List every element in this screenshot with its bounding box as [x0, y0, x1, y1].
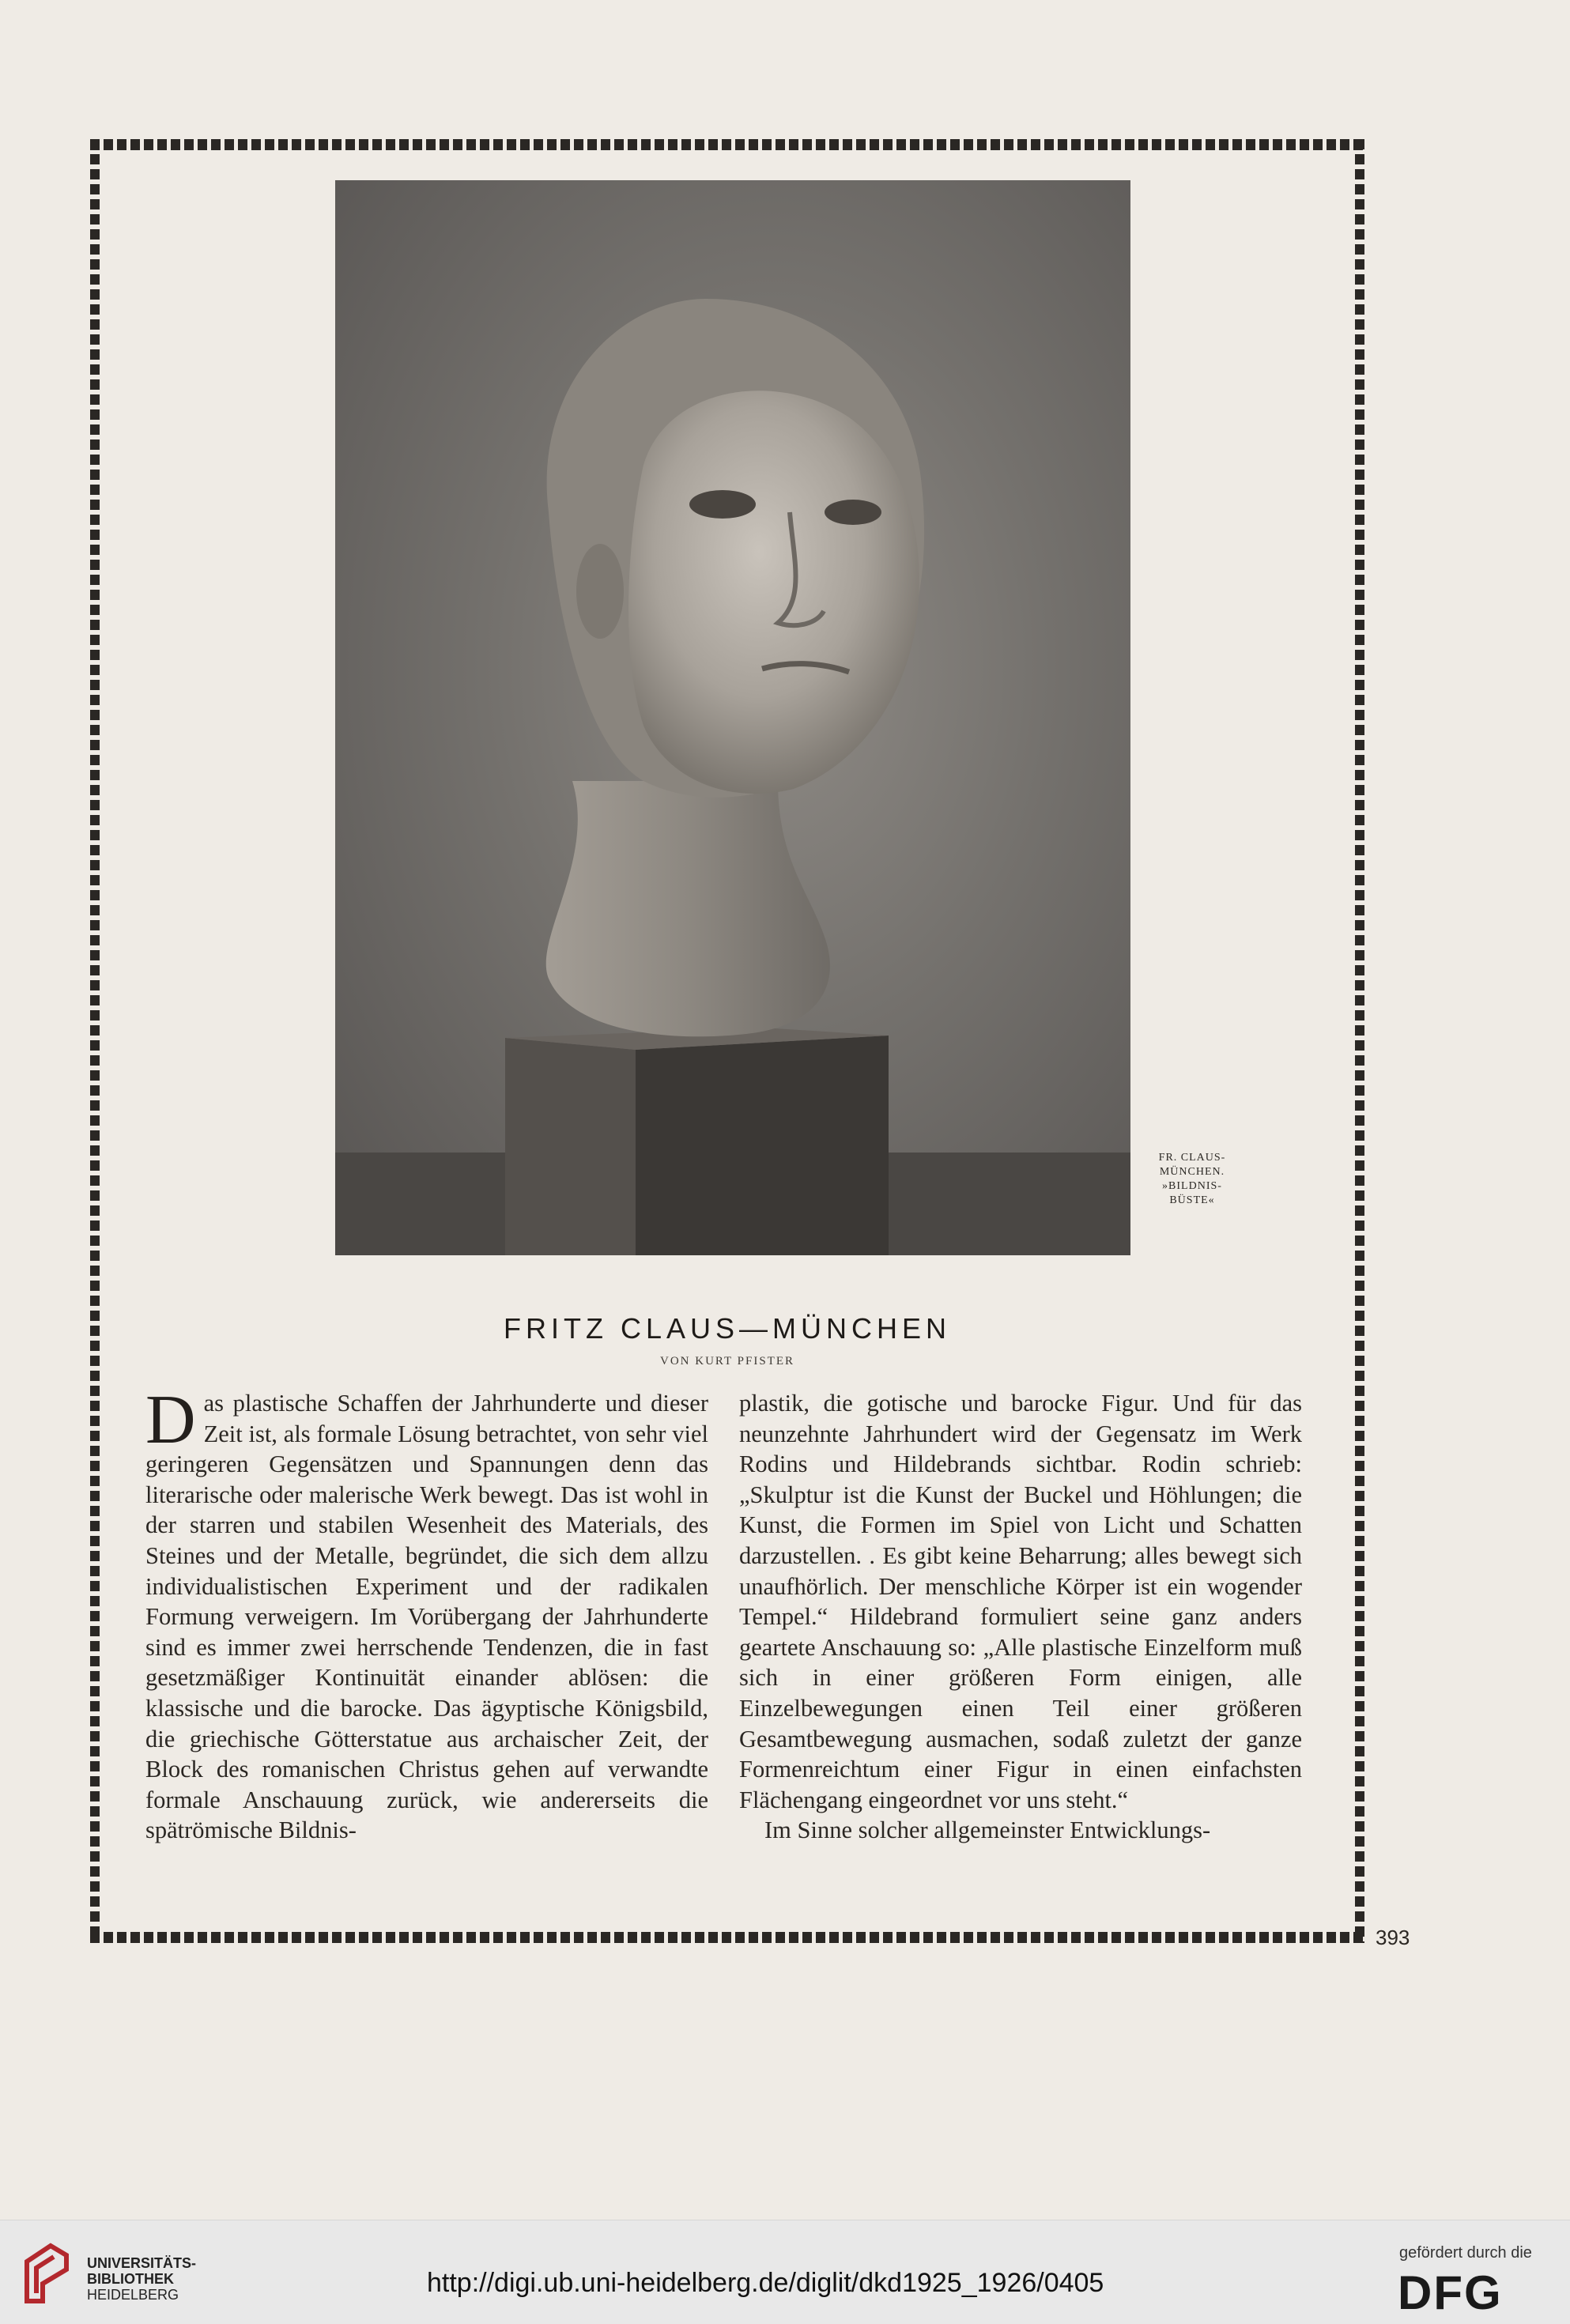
institution-line: UNIVERSITÄTS-: [87, 2255, 197, 2271]
figure-caption: [1137, 1151, 1247, 1208]
funder-label: gefördert durch die: [1399, 2244, 1532, 2262]
digitization-footer: [0, 2220, 1570, 2324]
bust-photograph-image: [335, 180, 1130, 1255]
institution-line: BIBLIOTHEK: [87, 2271, 174, 2287]
institution-name: [87, 2255, 196, 2303]
caption-line: BÜSTE«: [1169, 1194, 1215, 1206]
bust-photograph: [335, 180, 1130, 1255]
text-column-right: [739, 1388, 1302, 1846]
decorative-border-left: [90, 139, 100, 1943]
caption-line: »BILDNIS-: [1162, 1180, 1222, 1192]
decorative-border-bottom: [90, 1932, 1364, 1943]
page-number: 393: [1376, 1926, 1410, 1949]
text-column-left: [145, 1382, 708, 1846]
university-library-logo-icon: [19, 2238, 74, 2309]
institution-line: HEIDELBERG: [87, 2287, 179, 2303]
drop-cap: D: [145, 1382, 196, 1458]
article-byline: VON KURT PFISTER: [659, 1355, 794, 1368]
caption-line: FR. CLAUS-: [1158, 1152, 1226, 1164]
dfg-logo-icon: DFG: [1398, 2266, 1503, 2319]
permalink-url[interactable]: http://digi.ub.uni-heidelberg.de/diglit/dkd1925_1926/0405: [427, 2268, 1104, 2298]
decorative-border-top: [90, 139, 1364, 150]
body-text: as plastische Schaffen der Jahrhunderte und dieser Zeit ist, als formale Lösung betrachtet, von sehr viel geringeren Gegensätzen und Spannungen denn das literarische oder malerische Werk bewegt. Das ist wohl in der starren und stabilen Wesenheit des Materials, des Steines und der Metalle, begründet, die sich dem allzu individualistischen Experiment und der radikalen Formung verweigern. Im Vorübergang der Jahrhunderte sind es immer zwei herrschende Tendenzen, die in fast gesetzmäßiger Kontinuität einander ablösen: die klassische und die barocke. Das ägyptische Königsbild, die griechische Götterstatue aus archaischer Zeit, der Block des romanischen Christus gehen auf verwandte formale Anschauung zurück, wie andererseits die spätrömische Bildnis-: [145, 1390, 708, 1844]
article-title: FRITZ CLAUS—MÜNCHEN: [503, 1312, 951, 1345]
body-paragraph: plastik, die gotische und barocke Figur. Und für das neunzehnte Jahrhundert wird der Gegensatz im Werk Rodins und Hildebrands sichtbar. Rodin schrieb: „Skulptur ist die Kunst der Buckel und Höhlungen; die Kunst, die Formen im Spiel von Licht und Schatten darzustellen. . Es gibt keine Beharrung; alles bewegt sich unaufhörlich. Der menschliche Körper ist ein wogender Tempel.“ Hildebrand formuliert seine ganz anders geartete Anschauung so: „Alle plastische Einzelform muß sich in einer größeren Form einigen, alle Einzelbewegungen einen Teil einer größeren Gesamtbewegung ausmachen, sodaß zuletzt der ganze Formenreichtum einer Figur in einen einfachsten Flächengang eingeordnet vor uns steht.“: [739, 1390, 1302, 1813]
decorative-border-right: [1355, 139, 1364, 1943]
body-paragraph: Im Sinne solcher allgemeinster Entwicklungs-: [764, 1817, 1211, 1844]
caption-line: MÜNCHEN.: [1159, 1166, 1225, 1178]
body-paragraph: [145, 1382, 708, 1846]
